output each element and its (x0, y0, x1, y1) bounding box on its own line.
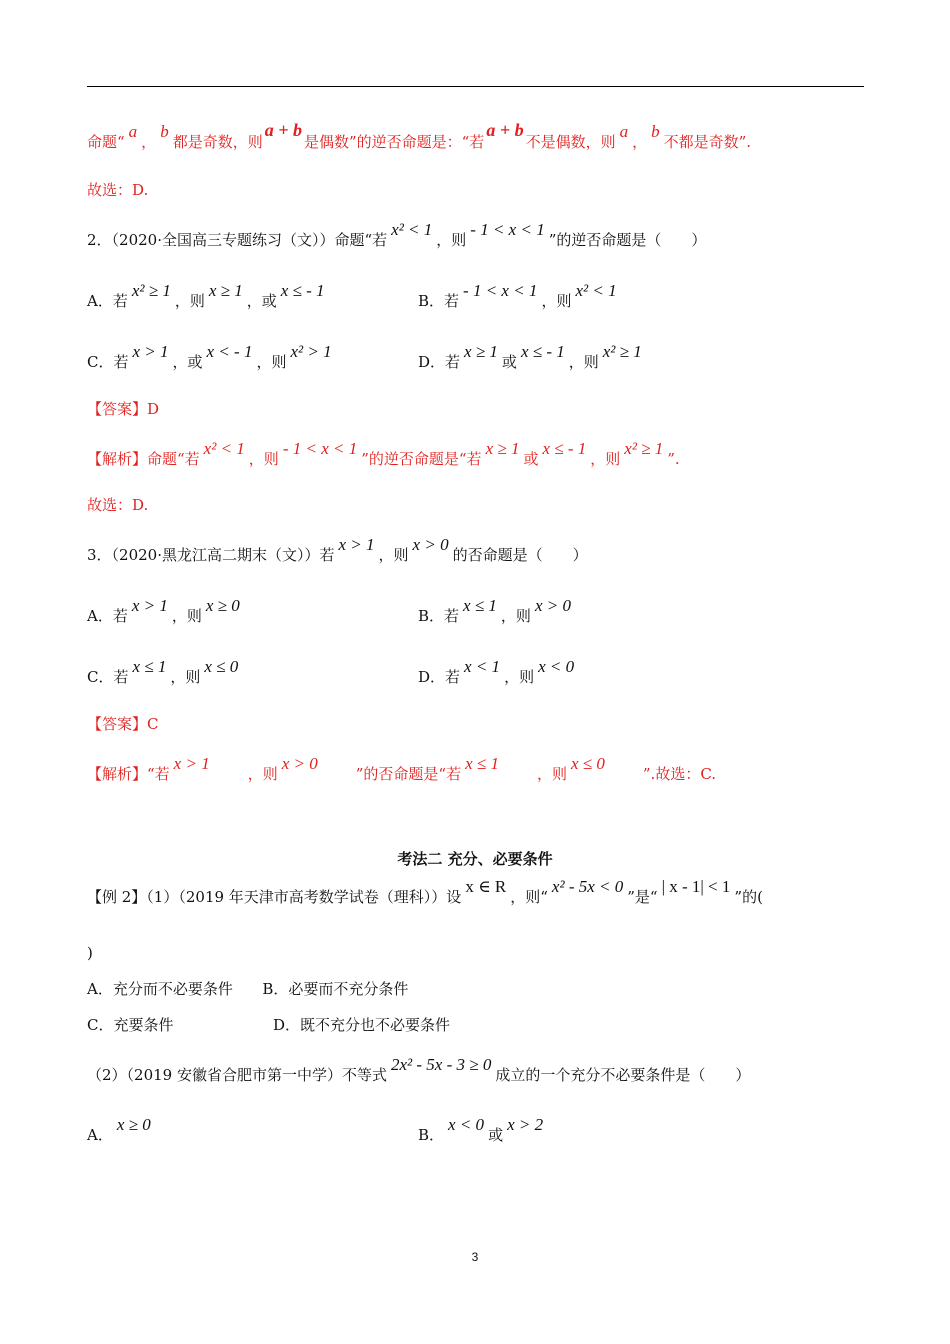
header-rule (87, 86, 864, 87)
question-2-options-ab (87, 281, 329, 310)
ex2-option-a[interactable]: A．充分而不必要条件 (87, 980, 233, 998)
page-number: 3 (471, 1250, 479, 1264)
option-d[interactable]: D．若x ≥ 1或x ≤ - 1，则x² ≥ 1 (418, 342, 642, 371)
question-2-answer: 【答案】D (87, 400, 160, 418)
option-b[interactable]: B．若- 1 < x < 1，则x² < 1 (418, 281, 617, 310)
question-2-stem: 2．（2020·全国高三专题练习（文））命题“若x² < 1，则- 1 < x < 1”的逆否命题是（ ） (87, 220, 707, 249)
q3-option-b[interactable]: B．若x ≤ 1，则x > 0 (418, 596, 571, 625)
q3-option-d[interactable]: D．若x < 1，则x < 0 (418, 657, 575, 686)
ex2-option-c[interactable]: C．充要条件 (87, 1016, 174, 1034)
example-2-stem: 【例 2】（1）（2019 年天津市高考数学试卷（理科））设x ∈ R，则“x² - 5x < 0”是“| x - 1| < 1”的( (87, 877, 763, 906)
ex2-p2-option-b[interactable]: B．x < 0或x > 2 (418, 1115, 544, 1144)
q3-option-c[interactable]: C．若x ≤ 1，则x ≤ 0 (87, 657, 239, 686)
ex2-p2-option-a[interactable]: A．x ≥ 0 (87, 1115, 151, 1144)
question-2-choose: 故选：D. (87, 496, 149, 514)
option-c[interactable]: C．若x > 1，或x < - 1，则x² > 1 (87, 342, 332, 371)
question-2-explanation: 【解析】命题“若x² < 1，则- 1 < x < 1”的逆否命题是“若x ≥ 1或x ≤ - 1，则x² ≥ 1”. (87, 439, 680, 468)
example-2-stem-end: ) (87, 944, 93, 962)
ex2-options-ab (87, 982, 408, 997)
question-3-stem: 3．（2020·黑龙江高二期末（文））若x > 1，则x > 0的否命题是（ ） (87, 535, 588, 564)
option-a[interactable]: A．若x² ≥ 1，则x ≥ 1，或x ≤ - 1 (87, 281, 325, 310)
question-3-explanation: 【解析】“若x > 1，则x > 0”的否命题是“若x ≤ 1，则x ≤ 0”.故选：C. (87, 754, 717, 783)
ex2-option-d[interactable]: D．既不充分也不必要条件 (273, 1016, 451, 1034)
ex2-option-b[interactable]: B．必要而不充分条件 (262, 980, 409, 998)
q3-option-a[interactable]: A．若x > 1，则x ≥ 0 (87, 596, 240, 625)
contrapositive-paragraph: 命题“a，b都是奇数，则a + b是偶数”的逆否命题是：“若a + b不是偶数，则a，b不都是奇数”. (87, 120, 752, 151)
example-2-part2-stem: （2）（2019 安徽省合肥市第一中学）不等式2x² - 5x - 3 ≥ 0成立的一个充分不必要条件是（ ） (87, 1055, 751, 1084)
question-3-answer: 【答案】C (87, 715, 159, 733)
answer-choice: 故选：D. (87, 181, 149, 199)
section-title: 考法二 充分、必要条件 (397, 850, 553, 868)
